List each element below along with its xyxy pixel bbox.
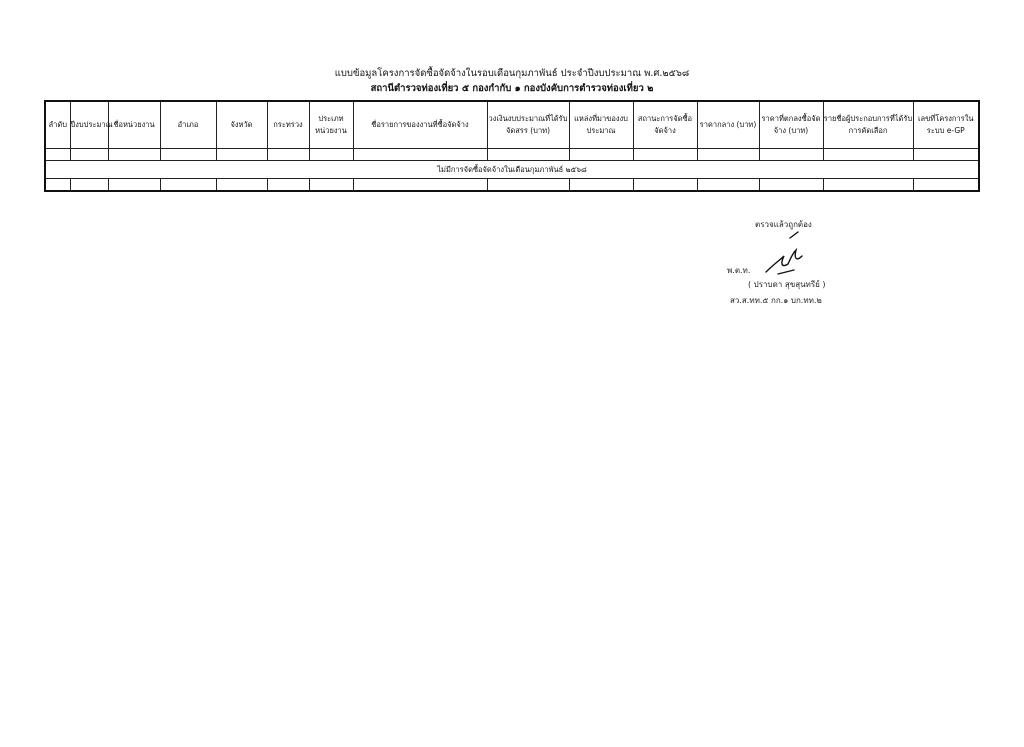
col-header-budget: วงเงินงบประมาณที่ได้รับจัดสรร (บาท): [487, 101, 569, 149]
col-header-egp-number: เลขที่โครงการในระบบ e-GP: [913, 101, 979, 149]
checked-label: ตรวจแล้วถูกต้อง: [755, 220, 812, 229]
col-header-median-price: ราคากลาง (บาท): [697, 101, 759, 149]
col-header-status: สถานะการจัดซื้อจัดจ้าง: [633, 101, 697, 149]
col-header-budget-source: แหล่งที่มาของงบประมาณ: [569, 101, 633, 149]
col-header-agency-type: ประเภทหน่วยงาน: [309, 101, 353, 149]
col-header-item-name: ชื่อรายการของงานที่ซื้อจัดจ้าง: [353, 101, 487, 149]
title-line-2: สถานีตำรวจท่องเที่ยว ๕ กองกำกับ ๑ กองบังคับการตำรวจท่องเที่ยว ๒: [370, 83, 654, 94]
signer-position: สว.ส.ทท.๕ กก.๑ บก.ทท.๒: [730, 296, 822, 305]
col-header-ministry: กระทรวง: [267, 101, 309, 149]
procurement-table: [44, 100, 980, 192]
title-line-1: แบบข้อมูลโครงการจัดซื้อจัดจ้างในรอบเดือนกุมภาพันธ์ ประจำปีงบประมาณ พ.ศ.๒๕๖๘: [334, 68, 690, 79]
signer-name: ( ปราบดา สุขสุนทรีย์ ): [748, 280, 826, 289]
table-row: [45, 149, 979, 161]
table-row: [45, 179, 979, 192]
header-row: [45, 101, 979, 149]
col-header-agency: ชื่อหน่วยงาน: [108, 101, 160, 149]
col-header-district: อำเภอ: [160, 101, 216, 149]
document-title: [0, 66, 1024, 96]
table-row: [45, 161, 979, 179]
handwritten-signature: [760, 230, 810, 278]
col-header-contractor: รายชื่อผู้ประกอบการที่ได้รับการคัดเลือก: [823, 101, 913, 149]
signer-rank: พ.ต.ท.: [727, 266, 751, 275]
col-header-province: จังหวัด: [216, 101, 267, 149]
col-header-agreed-price: ราคาที่ตกลงซื้อจัดจ้าง (บาท): [759, 101, 823, 149]
col-header-fiscal-year: ปีงบประมาณ: [70, 101, 108, 149]
col-header-order: ลำดับ: [45, 101, 70, 149]
no-procurement-note: ไม่มีการจัดซื้อจัดจ้างในเดือนกุมภาพันธ์ ๒๕๖๘: [45, 161, 979, 179]
